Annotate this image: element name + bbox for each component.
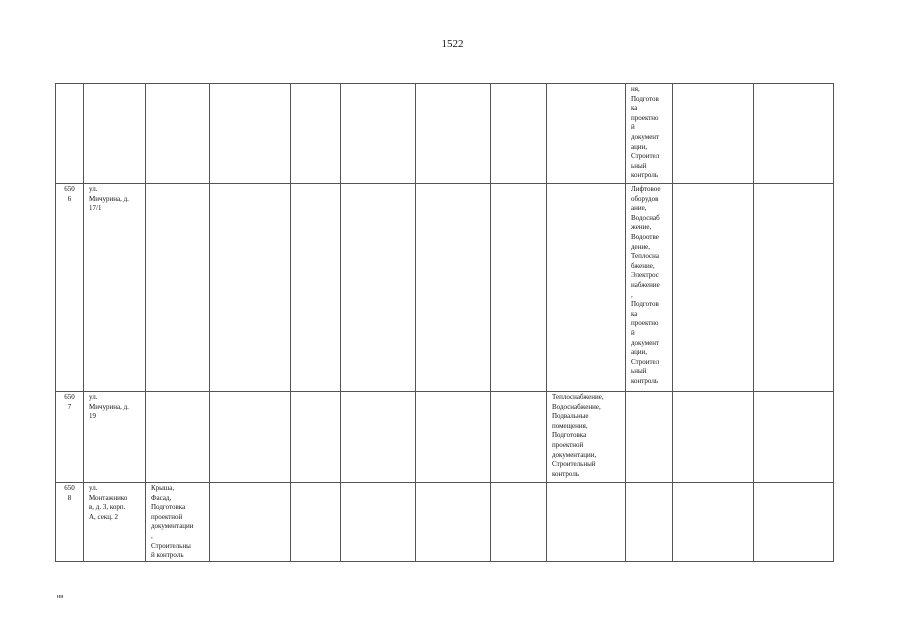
empty-cell xyxy=(491,483,547,562)
empty-cell xyxy=(416,392,491,483)
empty-cell xyxy=(210,483,291,562)
empty-cell xyxy=(416,84,491,184)
empty-cell xyxy=(341,84,416,184)
table-row xyxy=(56,392,834,483)
empty-cell xyxy=(291,392,341,483)
empty-cell xyxy=(341,483,416,562)
row-number-cell: 650 8 xyxy=(56,483,84,562)
empty-cell xyxy=(491,392,547,483)
empty-cell xyxy=(491,84,547,184)
footer-mark: нн xyxy=(57,594,64,600)
works-cell: Лифтовое оборудов ание, Водоснаб жение, Водоотве дение, Теплосна бжение, Электрос набжение , Подготов ка проектно й документ ации, Строител ьный контроль xyxy=(626,184,673,392)
empty-cell xyxy=(416,184,491,392)
works-cell xyxy=(146,184,210,392)
works-cell: Теплоснабжение, Водоснабжение, Подвальные помещения, Подготовка проектной документации, Строительный контроль xyxy=(547,392,626,483)
page-number: 1522 xyxy=(441,38,464,50)
table-row xyxy=(56,184,834,392)
empty-cell xyxy=(754,84,834,184)
empty-cell xyxy=(291,184,341,392)
empty-cell xyxy=(754,483,834,562)
address-cell: ул. Мичурина, д. 19 xyxy=(84,392,146,483)
repair-schedule-table xyxy=(55,83,834,562)
empty-cell xyxy=(754,184,834,392)
row-number-cell: 650 6 xyxy=(56,184,84,392)
row-number-cell xyxy=(56,84,84,184)
empty-cell xyxy=(754,392,834,483)
empty-cell xyxy=(416,483,491,562)
address-cell: ул. Монтажнико в, д. 3, корп. А, секц. 2 xyxy=(84,483,146,562)
empty-cell xyxy=(341,184,416,392)
row-number-cell: 650 7 xyxy=(56,392,84,483)
table-row xyxy=(56,84,834,184)
empty-cell xyxy=(673,84,754,184)
works-cell: ня, Подготов ка проектно й документ ации, Строител ьный контроль xyxy=(626,84,673,184)
works-cell xyxy=(547,184,626,392)
works-cell xyxy=(146,84,210,184)
address-cell: ул. Мичурина, д. 17/1 xyxy=(84,184,146,392)
empty-cell xyxy=(673,392,754,483)
empty-cell xyxy=(291,84,341,184)
empty-cell xyxy=(673,184,754,392)
works-cell: Крыша, Фасад, Подготовка проектной документации , Строительны й контроль xyxy=(146,483,210,562)
address-cell xyxy=(84,84,146,184)
works-cell xyxy=(547,84,626,184)
works-cell xyxy=(626,392,673,483)
works-cell xyxy=(146,392,210,483)
empty-cell xyxy=(341,392,416,483)
empty-cell xyxy=(210,84,291,184)
table-row xyxy=(56,483,834,562)
empty-cell xyxy=(291,483,341,562)
empty-cell xyxy=(210,184,291,392)
empty-cell xyxy=(210,392,291,483)
works-cell xyxy=(547,483,626,562)
works-cell xyxy=(626,483,673,562)
empty-cell xyxy=(673,483,754,562)
empty-cell xyxy=(491,184,547,392)
